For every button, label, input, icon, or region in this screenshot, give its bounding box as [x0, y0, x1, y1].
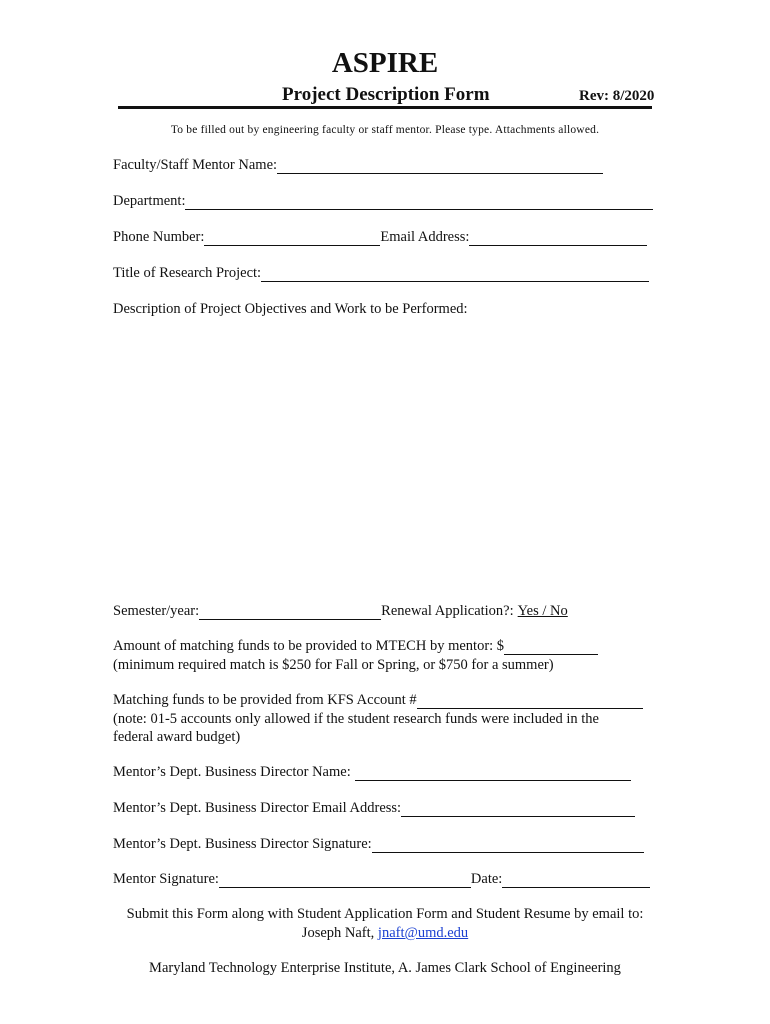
renewal-yes-no[interactable]: Yes / No — [517, 603, 568, 619]
semester-label: Semester/year: — [113, 603, 200, 619]
email-field[interactable] — [469, 231, 647, 246]
kfs-account-row — [113, 692, 643, 709]
email-label: Email Address: — [380, 229, 470, 245]
semester-renewal-row — [113, 603, 568, 620]
mentor-name-row — [113, 157, 603, 174]
biz-director-signature-row — [113, 836, 644, 853]
matching-funds-note: (minimum required match is $250 for Fall or Spring, or $750 for a summer) — [113, 657, 554, 673]
mentor-name-label: Faculty/Staff Mentor Name: — [113, 157, 278, 173]
description-field[interactable] — [113, 326, 657, 594]
biz-director-email-field[interactable] — [401, 802, 635, 817]
institution-name: Maryland Technology Enterprise Institute, A. James Clark School of Engineering — [149, 960, 621, 976]
description-label: Description of Project Objectives and Work to be Performed: — [113, 301, 468, 317]
project-title-field[interactable] — [261, 267, 649, 282]
submit-instructions: Submit this Form along with Student Application Form and Student Resume by email to: — [126, 906, 644, 922]
phone-label: Phone Number: — [113, 229, 205, 245]
biz-director-signature-label: Mentor’s Dept. Business Director Signature: — [113, 836, 372, 852]
project-title-label: Title of Research Project: — [113, 265, 262, 281]
biz-director-signature-field[interactable] — [372, 838, 644, 853]
department-label: Department: — [113, 193, 186, 209]
semester-field[interactable] — [199, 605, 381, 620]
kfs-account-label: Matching funds to be provided from KFS Account # — [113, 692, 417, 708]
date-label: Date: — [470, 871, 503, 887]
mentor-signature-label: Mentor Signature: — [113, 871, 219, 887]
kfs-note-line-1: (note: 01-5 accounts only allowed if the student research funds were included in the — [113, 711, 599, 727]
biz-director-name-label: Mentor’s Dept. Business Director Name: — [113, 764, 351, 780]
contact-email-link[interactable]: jnaft@umd.edu — [377, 925, 469, 941]
matching-funds-row — [113, 638, 598, 655]
biz-director-name-row — [113, 764, 631, 781]
contact-line — [0, 925, 770, 942]
mentor-name-field[interactable] — [277, 159, 603, 174]
mentor-signature-field[interactable] — [219, 873, 471, 888]
matching-funds-label: Amount of matching funds to be provided to MTECH by mentor: $ — [113, 638, 505, 654]
biz-director-name-field[interactable] — [355, 766, 631, 781]
renewal-label: Renewal Application?: — [381, 603, 514, 619]
biz-director-email-row — [113, 800, 635, 817]
phone-field[interactable] — [204, 231, 380, 246]
kfs-account-field[interactable] — [417, 694, 643, 709]
project-title-row — [113, 265, 649, 282]
mentor-signature-row — [113, 871, 650, 888]
biz-director-email-label: Mentor’s Dept. Business Director Email Address: — [113, 800, 402, 816]
instructions: To be filled out by engineering faculty or staff mentor. Please type. Attachments allowed. — [170, 124, 600, 136]
form-subtitle: Project Description Form — [282, 84, 490, 105]
department-row — [113, 193, 653, 210]
phone-email-row — [113, 229, 647, 246]
header-rule — [118, 106, 652, 109]
contact-name: Joseph Naft, — [301, 925, 375, 941]
form-title: ASPIRE — [331, 47, 439, 79]
date-field[interactable] — [502, 873, 650, 888]
department-field[interactable] — [185, 195, 653, 210]
revision-date: Rev: 8/2020 — [579, 88, 655, 104]
matching-funds-field[interactable] — [504, 640, 598, 655]
kfs-note-line-2: federal award budget) — [113, 729, 241, 745]
